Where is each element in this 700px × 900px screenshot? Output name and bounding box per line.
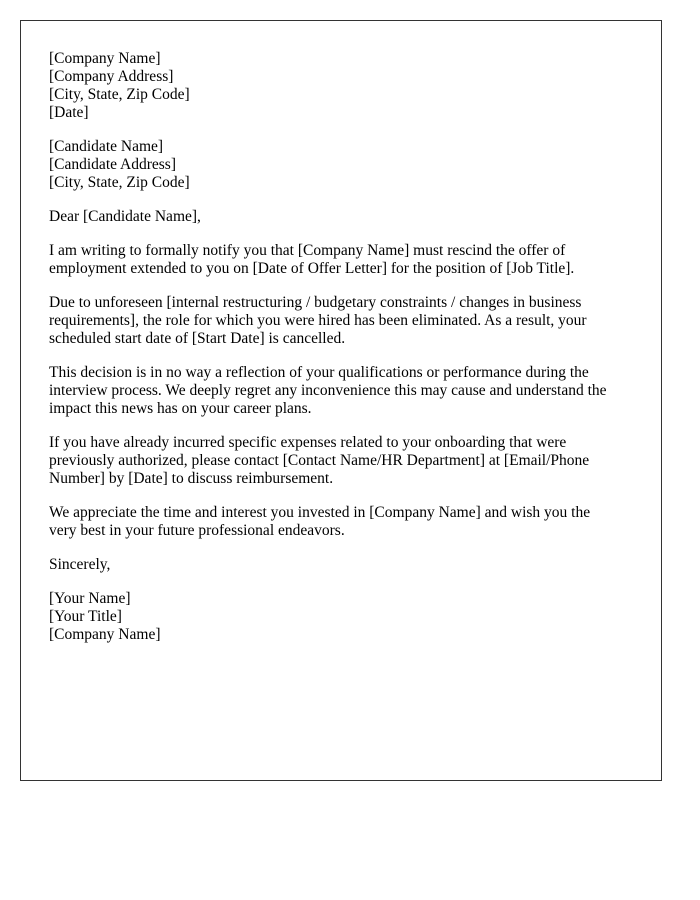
signer-title: [Your Title] [49, 608, 122, 625]
paragraph-line: Due to unforeseen [internal restructuring / budgetary constraints / changes in business [49, 294, 582, 311]
paragraph-line: impact this news has on your career plans. [49, 400, 312, 417]
signer-name: [Your Name] [49, 590, 131, 607]
paragraph-line: If you have already incurred specific expenses related to your onboarding that were [49, 434, 567, 451]
body-paragraph-1 [49, 242, 634, 278]
paragraph-line: very best in your future professional endeavors. [49, 522, 345, 539]
paragraph-line: I am writing to formally notify you that [Company Name] must rescind the offer of [49, 242, 566, 259]
letter-date: [Date] [49, 104, 89, 121]
paragraph-line: This decision is in no way a reflection of your qualifications or performance during the [49, 364, 589, 381]
sender-company-address: [Company Address] [49, 68, 174, 85]
recipient-address: [Candidate Address] [49, 156, 176, 173]
body-paragraph-5 [49, 504, 634, 540]
paragraph-line: We appreciate the time and interest you invested in [Company Name] and wish you the [49, 504, 591, 521]
sender-company-name: [Company Name] [49, 50, 161, 67]
body-paragraph-4 [49, 434, 634, 488]
paragraph-line: scheduled start date of [Start Date] is cancelled. [49, 330, 346, 347]
paragraph-line: Number] by [Date] to discuss reimbursement. [49, 470, 334, 487]
letter-page [20, 20, 662, 781]
paragraph-line: interview process. We deeply regret any inconvenience this may cause and understand the [49, 382, 607, 399]
body-paragraph-2 [49, 294, 634, 348]
paragraph-line: requirements], the role for which you were hired has been eliminated. As a result, your [49, 312, 587, 329]
recipient-address-block [49, 138, 634, 192]
salutation [49, 208, 634, 226]
salutation-text: Dear [Candidate Name], [49, 208, 201, 225]
signer-company: [Company Name] [49, 626, 161, 643]
closing [49, 556, 634, 574]
closing-text: Sincerely, [49, 556, 111, 573]
sender-city-state-zip: [City, State, Zip Code] [49, 86, 190, 103]
paragraph-line: previously authorized, please contact [Contact Name/HR Department] at [Email/Phone [49, 452, 590, 469]
paragraph-line: employment extended to you on [Date of Offer Letter] for the position of [Job Title]. [49, 260, 575, 277]
recipient-name: [Candidate Name] [49, 138, 164, 155]
recipient-city-state-zip: [City, State, Zip Code] [49, 174, 190, 191]
body-paragraph-3 [49, 364, 634, 418]
sender-address-block [49, 50, 634, 122]
signature-block [49, 590, 634, 644]
